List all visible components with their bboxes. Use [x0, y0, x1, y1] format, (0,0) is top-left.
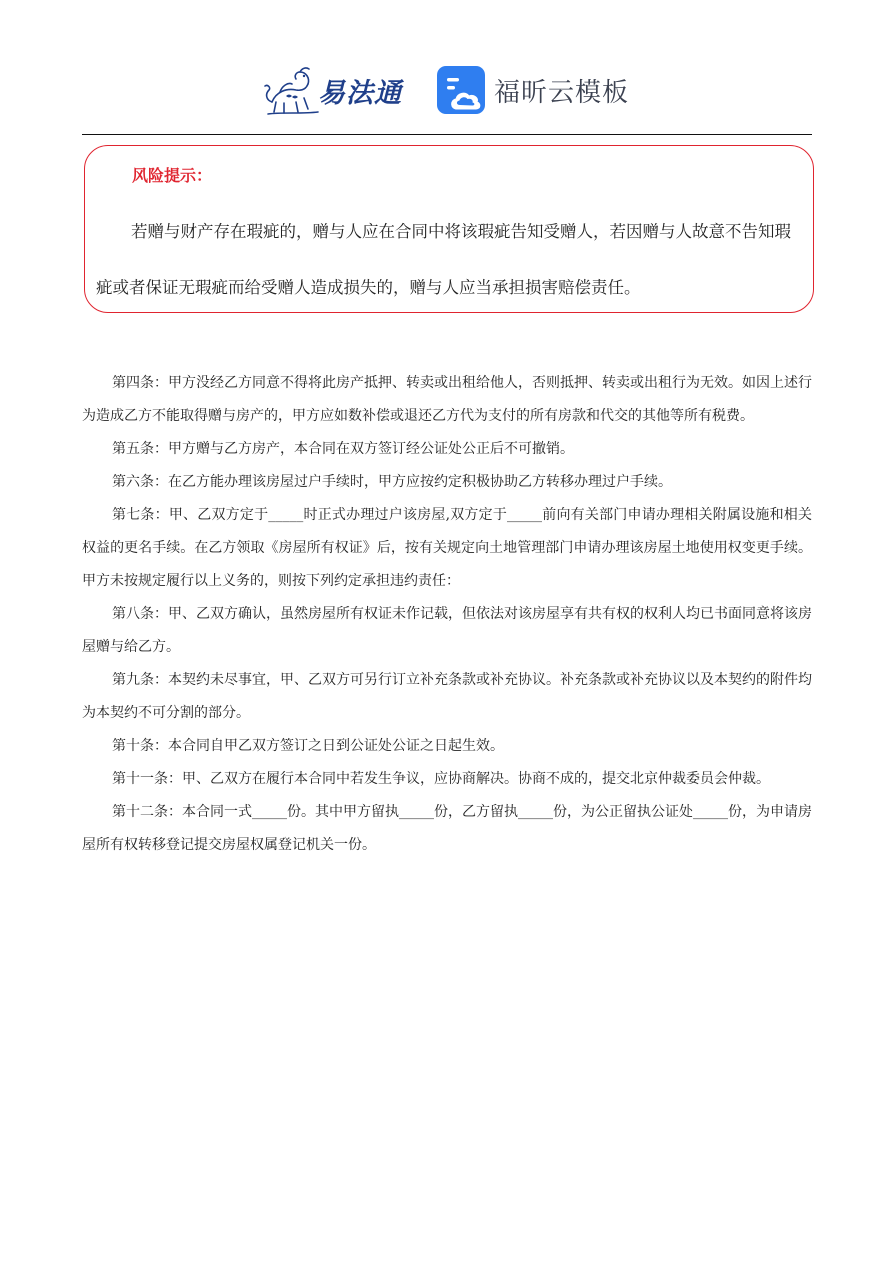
risk-warning-title: 风险提示：: [132, 166, 213, 185]
cloud-document-icon: [436, 65, 486, 115]
clause-4: 第四条：甲方没经乙方同意不得将此房产抵押、转卖或出租给他人，否则抵押、转卖或出租行为无效。如因上述行为造成乙方不能取得赠与房产的，甲方应如数补偿或退还乙方代为支付的所有房款和代交的其他等所有税费。: [82, 375, 812, 424]
clause-5: 第五条：甲方赠与乙方房产，本合同在双方签订经公证处公正后不可撤销。: [112, 441, 574, 457]
yifatong-logo: [262, 62, 414, 118]
clause-10: 第十条：本合同自甲乙双方签订之日到公证处公证之日起生效。: [112, 738, 504, 754]
clause-9: 第九条：本契约未尽事宜，甲、乙双方可另行订立补充条款或补充协议。补充条款或补充协议以及本契约的附件均为本契约不可分割的部分。: [82, 672, 812, 721]
risk-warning-text: 若赠与财产存在瑕疵的，赠与人应在合同中将该瑕疵告知受赠人，若因赠与人故意不告知瑕疵或者保证无瑕疵而给受赠人造成损失的，赠与人应当承担损害赔偿责任。: [96, 222, 791, 297]
foxit-template-logo-text: 福昕云模板: [494, 77, 630, 108]
clause-8: 第八条：甲、乙双方确认，虽然房屋所有权证未作记载，但依法对该房屋享有共有权的权利人均已书面同意将该房屋赠与给乙方。: [82, 606, 812, 655]
clause-11: 第十一条：甲、乙双方在履行本合同中若发生争议，应协商解决。协商不成的，提交北京仲裁委员会仲裁。: [112, 771, 770, 787]
qilin-icon: [262, 62, 322, 118]
page-header: [0, 58, 893, 122]
header-divider: [82, 134, 812, 135]
clause-6: 第六条：在乙方能办理该房屋过户手续时，甲方应按约定积极协助乙方转移办理过户手续。: [112, 474, 672, 490]
yifatong-logo-text: 易法通: [318, 77, 402, 109]
clause-7: 第七条：甲、乙双方定于_____时正式办理过户该房屋,双方定于_____前向有关部门申请办理相关附属设施和相关权益的更名手续。在乙方领取《房屋所有权证》后，按有关规定向土地管理部门申请办理该房屋土地使用权变更手续。甲方未按规定履行以上义务的，则按下列约定承担违约责任：: [82, 507, 812, 589]
foxit-template-logo: [436, 64, 629, 116]
clause-12: 第十二条：本合同一式_____份。其中甲方留执_____份，乙方留执_____份，为公正留执公证处_____份，为申请房屋所有权转移登记提交房屋权属登记机关一份。: [82, 804, 812, 853]
contract-body: [82, 367, 812, 862]
risk-warning-box: [84, 145, 814, 313]
